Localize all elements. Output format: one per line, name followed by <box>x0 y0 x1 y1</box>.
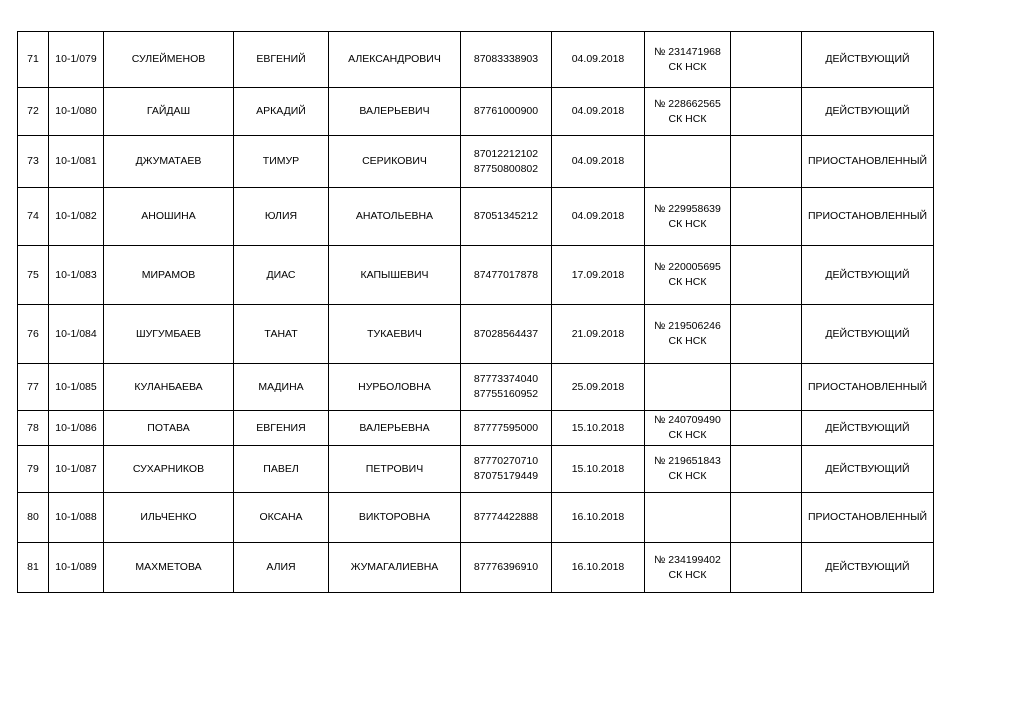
certificate-cell <box>645 364 731 411</box>
middle-name-cell: ПЕТРОВИЧ <box>329 446 461 493</box>
table-row <box>18 246 934 305</box>
middle-name-cell: ВАЛЕРЬЕВНА <box>329 411 461 446</box>
first-name-cell: ЕВГЕНИЯ <box>234 411 329 446</box>
first-name-cell: ЕВГЕНИЙ <box>234 32 329 88</box>
row-number-cell: 74 <box>18 188 49 246</box>
certificate-cell <box>645 188 731 246</box>
first-name-cell: ТАНАТ <box>234 305 329 364</box>
phone-numbers-line: 87770270710 <box>473 455 539 467</box>
registration-date-cell: 17.09.2018 <box>552 246 645 305</box>
registration-date-cell: 25.09.2018 <box>552 364 645 411</box>
table-row <box>18 188 934 246</box>
table-row <box>18 364 934 411</box>
registration-number-cell: 10-1/088 <box>49 493 104 543</box>
phone-numbers-line: 87477017878 <box>473 268 539 281</box>
last-name-cell: ИЛЬЧЕНКО <box>104 493 234 543</box>
empty-cell-cell <box>731 543 802 593</box>
registration-date-cell: 04.09.2018 <box>552 136 645 188</box>
phone-numbers-line: 87028564437 <box>473 327 539 340</box>
middle-name-cell: СЕРИКОВИЧ <box>329 136 461 188</box>
table-row <box>18 493 934 543</box>
phone-numbers-cell <box>461 305 552 364</box>
certificate-cell <box>645 411 731 446</box>
phone-numbers-cell <box>461 543 552 593</box>
phone-numbers-line: 87083338903 <box>473 53 539 65</box>
table-row <box>18 32 934 88</box>
registry-table <box>17 31 934 593</box>
registration-number-cell: 10-1/082 <box>49 188 104 246</box>
middle-name-cell: НУРБОЛОВНА <box>329 364 461 411</box>
certificate-cell <box>645 136 731 188</box>
phone-numbers-cell <box>461 246 552 305</box>
registration-number-cell: 10-1/080 <box>49 88 104 136</box>
phone-numbers-cell <box>461 364 552 411</box>
registration-date-cell: 15.10.2018 <box>552 411 645 446</box>
middle-name-cell: АЛЕКСАНДРОВИЧ <box>329 32 461 88</box>
middle-name-cell: ВАЛЕРЬЕВИЧ <box>329 88 461 136</box>
status-cell: ДЕЙСТВУЮЩИЙ <box>802 246 934 305</box>
certificate-cell <box>645 88 731 136</box>
table-row <box>18 305 934 364</box>
certificate-line: № 228662565 <box>654 97 721 110</box>
status-cell: ПРИОСТАНОВЛЕННЫЙ <box>802 188 934 246</box>
table-row <box>18 136 934 188</box>
registration-date-cell: 04.09.2018 <box>552 188 645 246</box>
last-name-cell: ШУГУМБАЕВ <box>104 305 234 364</box>
phone-numbers-line: 87750800802 <box>473 162 539 175</box>
phone-numbers-cell <box>461 493 552 543</box>
table-row <box>18 543 934 593</box>
phone-numbers-cell <box>461 88 552 136</box>
status-cell: ДЕЙСТВУЮЩИЙ <box>802 305 934 364</box>
row-number-cell: 78 <box>18 411 49 446</box>
status-cell: ДЕЙСТВУЮЩИЙ <box>802 543 934 593</box>
last-name-cell: КУЛАНБАЕВА <box>104 364 234 411</box>
last-name-cell: СУЛЕЙМЕНОВ <box>104 32 234 88</box>
certificate-line: № 234199402 <box>654 553 721 566</box>
certificate-line: СК НСК <box>668 112 707 125</box>
row-number-cell: 77 <box>18 364 49 411</box>
row-number-cell: 81 <box>18 543 49 593</box>
empty-cell-cell <box>731 446 802 493</box>
registration-number-cell: 10-1/085 <box>49 364 104 411</box>
last-name-cell: ГАЙДАШ <box>104 88 234 136</box>
phone-numbers-line: 87761000900 <box>473 105 539 117</box>
certificate-line: СК НСК <box>668 276 707 288</box>
status-cell: ПРИОСТАНОВЛЕННЫЙ <box>802 364 934 411</box>
row-number-cell: 79 <box>18 446 49 493</box>
certificate-line: № 231471968 <box>654 45 721 58</box>
phone-numbers-cell <box>461 32 552 88</box>
middle-name-cell: АНАТОЛЬЕВНА <box>329 188 461 246</box>
certificate-line: № 220005695 <box>654 261 721 273</box>
last-name-cell: МИРАМОВ <box>104 246 234 305</box>
certificate-line: № 240709490 <box>654 414 721 426</box>
registration-date-cell: 16.10.2018 <box>552 543 645 593</box>
row-number-cell: 71 <box>18 32 49 88</box>
empty-cell-cell <box>731 305 802 364</box>
certificate-cell <box>645 305 731 364</box>
first-name-cell: АЛИЯ <box>234 543 329 593</box>
first-name-cell: ЮЛИЯ <box>234 188 329 246</box>
last-name-cell: ПОТАВА <box>104 411 234 446</box>
registration-date-cell: 16.10.2018 <box>552 493 645 543</box>
certificate-line: № 219506246 <box>654 320 721 332</box>
certificate-line: СК НСК <box>668 470 707 482</box>
empty-cell-cell <box>731 411 802 446</box>
status-cell: ДЕЙСТВУЮЩИЙ <box>802 32 934 88</box>
middle-name-cell: ВИКТОРОВНА <box>329 493 461 543</box>
first-name-cell: ПАВЕЛ <box>234 446 329 493</box>
last-name-cell: АНОШИНА <box>104 188 234 246</box>
registration-date-cell: 15.10.2018 <box>552 446 645 493</box>
row-number-cell: 75 <box>18 246 49 305</box>
first-name-cell: АРКАДИЙ <box>234 88 329 136</box>
last-name-cell: МАХМЕТОВА <box>104 543 234 593</box>
row-number-cell: 73 <box>18 136 49 188</box>
empty-cell-cell <box>731 136 802 188</box>
status-cell: ДЕЙСТВУЮЩИЙ <box>802 88 934 136</box>
table-row <box>18 446 934 493</box>
registration-number-cell: 10-1/086 <box>49 411 104 446</box>
status-cell: ПРИОСТАНОВЛЕННЫЙ <box>802 493 934 543</box>
phone-numbers-cell <box>461 446 552 493</box>
table-row <box>18 411 934 446</box>
certificate-cell <box>645 246 731 305</box>
phone-numbers-cell <box>461 188 552 246</box>
first-name-cell: МАДИНА <box>234 364 329 411</box>
registration-date-cell: 04.09.2018 <box>552 88 645 136</box>
table-row <box>18 88 934 136</box>
registration-number-cell: 10-1/081 <box>49 136 104 188</box>
phone-numbers-line: 87075179449 <box>473 470 539 482</box>
registration-number-cell: 10-1/089 <box>49 543 104 593</box>
certificate-line: СК НСК <box>668 335 707 347</box>
certificate-line: № 229958639 <box>654 202 721 215</box>
certificate-line: СК НСК <box>668 60 707 73</box>
phone-numbers-line: 87051345212 <box>473 210 539 222</box>
middle-name-cell: ТУКАЕВИЧ <box>329 305 461 364</box>
first-name-cell: ОКСАНА <box>234 493 329 543</box>
empty-cell-cell <box>731 88 802 136</box>
registration-date-cell: 21.09.2018 <box>552 305 645 364</box>
status-cell: ДЕЙСТВУЮЩИЙ <box>802 411 934 446</box>
phone-numbers-line: 87777595000 <box>473 421 539 434</box>
empty-cell-cell <box>731 364 802 411</box>
status-cell: ДЕЙСТВУЮЩИЙ <box>802 446 934 493</box>
middle-name-cell: КАПЫШЕВИЧ <box>329 246 461 305</box>
certificate-cell <box>645 493 731 543</box>
empty-cell-cell <box>731 188 802 246</box>
row-number-cell: 76 <box>18 305 49 364</box>
middle-name-cell: ЖУМАГАЛИЕВНА <box>329 543 461 593</box>
certificate-line: № 219651843 <box>654 455 721 467</box>
certificate-cell <box>645 32 731 88</box>
phone-numbers-line: 87774422888 <box>473 511 539 523</box>
status-cell: ПРИОСТАНОВЛЕННЫЙ <box>802 136 934 188</box>
empty-cell-cell <box>731 32 802 88</box>
registry-rows <box>18 32 934 593</box>
registration-number-cell: 10-1/079 <box>49 32 104 88</box>
phone-numbers-cell <box>461 136 552 188</box>
last-name-cell: СУХАРНИКОВ <box>104 446 234 493</box>
certificate-cell <box>645 543 731 593</box>
phone-numbers-cell <box>461 411 552 446</box>
row-number-cell: 80 <box>18 493 49 543</box>
registration-number-cell: 10-1/087 <box>49 446 104 493</box>
phone-numbers-line: 87776396910 <box>473 561 539 573</box>
row-number-cell: 72 <box>18 88 49 136</box>
certificate-cell <box>645 446 731 493</box>
phone-numbers-line: 87773374040 <box>473 373 539 385</box>
certificate-line: СК НСК <box>668 217 707 230</box>
certificate-line: СК НСК <box>668 429 707 441</box>
last-name-cell: ДЖУМАТАЕВ <box>104 136 234 188</box>
registration-number-cell: 10-1/084 <box>49 305 104 364</box>
registration-date-cell: 04.09.2018 <box>552 32 645 88</box>
empty-cell-cell <box>731 246 802 305</box>
first-name-cell: ТИМУР <box>234 136 329 188</box>
phone-numbers-line: 87755160952 <box>473 388 539 400</box>
empty-cell-cell <box>731 493 802 543</box>
certificate-line: СК НСК <box>668 568 707 581</box>
first-name-cell: ДИАС <box>234 246 329 305</box>
phone-numbers-line: 87012212102 <box>473 147 539 160</box>
registration-number-cell: 10-1/083 <box>49 246 104 305</box>
